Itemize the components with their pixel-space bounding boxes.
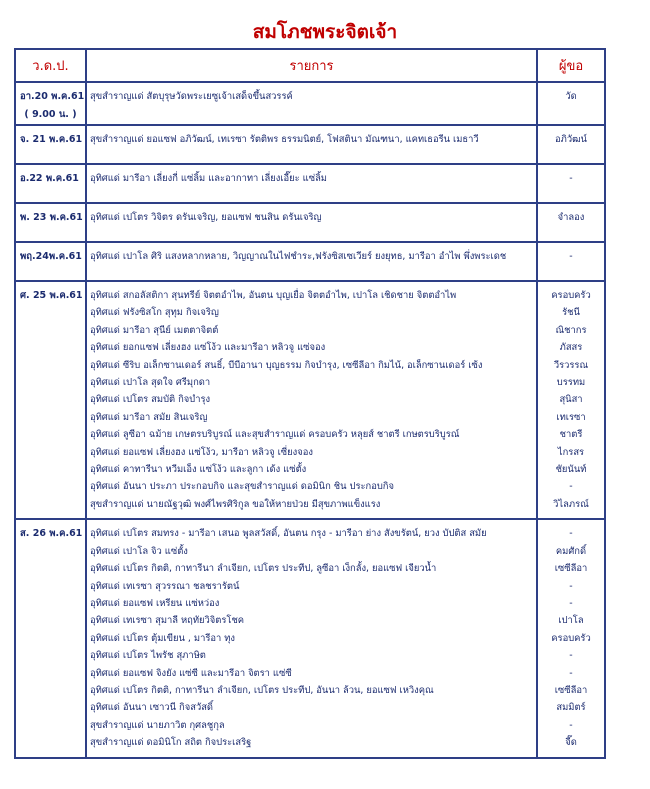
items-cell bbox=[86, 125, 537, 164]
requester-name: รัชนี bbox=[562, 307, 580, 319]
requester-name: - bbox=[569, 597, 573, 609]
requester-name: เทเรซา bbox=[556, 411, 586, 423]
requester-name: วีรวรรณ bbox=[553, 359, 589, 371]
header-requester: ผู้ขอ bbox=[537, 49, 605, 82]
header-items: รายการ bbox=[86, 49, 537, 82]
table-row bbox=[15, 281, 605, 519]
intention-item: อุทิศแด่ ยอแซฟ เลี่ยงฮง แซ่โง้ว, มารีอา หลิวจู เซี่ยงจอง bbox=[90, 446, 313, 458]
page-title: สมโภชพระจิตเจ้า bbox=[252, 21, 398, 43]
items-cell bbox=[86, 242, 537, 281]
requester-name: จี๊ด bbox=[565, 737, 577, 749]
date-cell bbox=[15, 164, 86, 203]
intention-item: อุทิศแด่ อันนา ประภา ประกอบกิจ และสุขสำราญแด่ ดอมินิก ชิน ประกอบกิจ bbox=[90, 481, 394, 493]
intention-item: อุทิศแด่ อันนา เซาวนี กิจสวัสดิ์ bbox=[90, 702, 214, 714]
intention-item: อุทิศแด่ เปโตร กิตติ, กาทารีนา ลำเจียก, เปโตร ประทีป, ลูซีอา เง็กลั้ง, ยอแซฟ เจียวน้ำ bbox=[90, 563, 437, 575]
requester-name: ณิชากร bbox=[555, 324, 587, 336]
requester-name: เซซีลีอา bbox=[554, 684, 588, 696]
requester-name: - bbox=[569, 719, 573, 731]
requester-cell bbox=[537, 164, 605, 203]
table-row bbox=[15, 203, 605, 242]
intention-item: อุทิศแด่ เปโตร ไพรัช สุภาษิต bbox=[90, 650, 206, 662]
intention-item: อุทิศแด่ มารีอา สมัย สินเจริญ bbox=[90, 411, 208, 423]
date-cell bbox=[15, 203, 86, 242]
table-row bbox=[15, 82, 605, 125]
requester-name: - bbox=[569, 650, 573, 662]
intention-item: อุทิศแด่ เปโตร กิตติ, กาทารีนา ลำเจียก, เปโตร ประทีป, อันนา ล้วน, ยอแซฟ เหวิงคุณ bbox=[90, 684, 434, 696]
requester-name: วิไลภรณ์ bbox=[553, 498, 589, 510]
intention-item: อุทิศแด่ เปโตร วิจิตร ดรันเจริญ, ยอแซฟ ชนสิน ดรันเจริญ bbox=[90, 212, 322, 223]
requester-name: - bbox=[569, 481, 573, 493]
intention-item: อุทิศแด่ ซีริบ อเล็กซานเดอร์ สนธิ์, บีบีอานา บุญธรรม กิจบำรุง, เซซีลีอา กิมไน้, อเล็กซานเดอร์ เซ้ง bbox=[90, 359, 483, 371]
requester-name: อภิวัฒน์ bbox=[555, 134, 587, 145]
requester-name: เซซีลีอา bbox=[554, 563, 588, 575]
date-label: ส. 26 พ.ค.61 bbox=[20, 528, 83, 540]
requester-name: จำลอง bbox=[557, 212, 585, 223]
table-row bbox=[15, 242, 605, 281]
date-label: อ.22 พ.ค.61 bbox=[20, 173, 79, 184]
intention-item: อุทิศแด่ เปโตร สมบัติ กิจบำรุง bbox=[90, 394, 211, 406]
requester-name: - bbox=[569, 580, 573, 592]
intention-item: สุขสำราญแด่ ยอแซฟ อภิวัฒน์, เทเรซา รัตติพร ธรรมนิตย์, โฟสตินา มัณฑนา, แคทเธอรีน เมธาวี bbox=[90, 134, 479, 145]
requester-name: - bbox=[569, 173, 573, 184]
date-label: พฤ.24พ.ค.61 bbox=[20, 251, 82, 262]
requester-cell bbox=[537, 519, 605, 757]
items-cell bbox=[86, 281, 537, 519]
requester-name: - bbox=[569, 528, 573, 540]
requester-name: วัด bbox=[565, 91, 577, 102]
requester-name: คมศักดิ์ bbox=[555, 545, 587, 557]
requester-cell bbox=[537, 82, 605, 125]
date-label: พ. 23 พ.ค.61 bbox=[20, 212, 83, 223]
date-cell bbox=[15, 519, 86, 757]
intention-item: อุทิศแด่ มารีอา เลี่ยงกี่ แซ่ลิ้ม และอากาทา เลี่ยงเอี๊ยะ แซ่ลิ้ม bbox=[90, 173, 327, 184]
intention-item: อุทิศแด่ มารีอา สุนีย์ เมตตาจิตต์ bbox=[90, 324, 219, 336]
requester-name: ชัยนันท์ bbox=[555, 464, 587, 476]
header-date: ว.ด.ป. bbox=[15, 49, 86, 82]
requester-name: เปาโล bbox=[558, 615, 584, 627]
table-row bbox=[15, 519, 605, 757]
intention-item: สุขสำราญแด่ นายภาวิต กุศลชูกุล bbox=[90, 719, 225, 731]
intention-item: อุทิศแด่ เทเรซา สุมาลี หฤทัยวิจิตรโชค bbox=[90, 615, 245, 627]
items-cell bbox=[86, 519, 537, 757]
intention-item: อุทิศแด่ เปาโล สุดใจ ศรีมุกดา bbox=[90, 377, 211, 389]
intention-item: อุทิศแด่ คาทารีนา หวีมเอ็ง แซ่โง้ว และลูกา เด้ง แซ่ตั้ง bbox=[90, 464, 307, 476]
requester-name: ครอบครัว bbox=[551, 632, 591, 644]
time-label: ( 9.00 น. ) bbox=[24, 109, 77, 120]
date-cell bbox=[15, 82, 86, 125]
intention-item: อุทิศแด่ สกอลัสติกา สุนทรีย์ จิตตอำไพ, อันตน บุญเยื่อ จิตตอำไพ, เปาโล เชิดชาย จิตตอำไพ bbox=[90, 290, 457, 301]
intention-item: อุทิศแด่ ยอแซฟ จิงยัง แซ่ซี และมารีอา จิตรา แซ่ซี bbox=[90, 667, 292, 679]
requester-cell bbox=[537, 125, 605, 164]
intention-item: อุทิศแด่ ยอแซฟ เหรียน แซ่หว่อง bbox=[90, 597, 220, 609]
requester-name: - bbox=[569, 667, 573, 679]
date-cell bbox=[15, 242, 86, 281]
items-cell bbox=[86, 203, 537, 242]
requester-name: บรรทม bbox=[556, 377, 586, 389]
mass-intention-table bbox=[14, 48, 606, 759]
requester-name: ภัสสร bbox=[559, 342, 583, 354]
date-label: อา.20 พ.ค.61 bbox=[20, 91, 85, 102]
intention-item: สุขสำราญแด่ นายณัฐวุฒิ พงศ์ไพรศิริกูล ขอให้หายป่วย มีสุขภาพแข็งแรง bbox=[90, 498, 381, 510]
intention-item: อุทิศแด่ ยอกแซฟ เลี่ยงฮง แซ่โง้ว และมารีอา หลิวจู แซ่จอง bbox=[90, 342, 326, 354]
requester-name: สมมิตร์ bbox=[556, 702, 586, 714]
date-label: ศ. 25 พ.ค.61 bbox=[20, 290, 83, 301]
intention-item: อุทิศแด่ เปโตร ตุ้มเขียน , มารีอา ทุง bbox=[90, 632, 236, 644]
table-row bbox=[15, 164, 605, 203]
table-header-row bbox=[15, 49, 605, 82]
requester-cell bbox=[537, 281, 605, 519]
items-cell bbox=[86, 164, 537, 203]
date-cell bbox=[15, 281, 86, 519]
intention-item: อุทิศแด่ ลูซีอา ฉม้าย เกษตรบริบูรณ์ และสุขสำราญแด่ ครอบครัว หลุยส์ ชาตรี เกษตรบริบูรณ์ bbox=[90, 429, 460, 441]
intention-item: อุทิศแด่ เทเรซา สุวรรณา ชลชรารัตน์ bbox=[90, 580, 240, 592]
requester-name: - bbox=[569, 251, 573, 262]
intention-item: สุขสำราญแด่ ดอมินิโก สถิต กิจประเสริฐ bbox=[90, 737, 252, 749]
requester-name: สุนิสา bbox=[559, 394, 583, 406]
requester-cell bbox=[537, 242, 605, 281]
items-cell bbox=[86, 82, 537, 125]
requester-name: ชาตรี bbox=[559, 429, 583, 441]
intention-item: อุทิศแด่ เปโตร สมทรง - มารีอา เสนอ พูลสวัสดิ์, อันตน กรุง - มารีอา ย่าง สังขรัตน์, ยวง บัปติส สมัย bbox=[90, 528, 487, 540]
date-cell bbox=[15, 125, 86, 164]
requester-name: ไกรสร bbox=[557, 446, 585, 458]
table-row bbox=[15, 125, 605, 164]
intention-item: สุขสำราญแด่ สัตบุรุษวัดพระเยซูเจ้าเสด็จขึ้นสวรรค์ bbox=[90, 91, 293, 102]
intention-item: อุทิศแด่ เปาโล จิว แซ่ตั้ง bbox=[90, 545, 188, 557]
requester-name: ครอบครัว bbox=[551, 290, 591, 301]
date-label: จ. 21 พ.ค.61 bbox=[20, 134, 83, 145]
requester-cell bbox=[537, 203, 605, 242]
intention-item: อุทิศแด่ ฟรังซิสโก สุทุม กิจเจริญ bbox=[90, 307, 219, 319]
intention-item: อุทิศแด่ เปาโล ศิริ แสงหลากหลาย, วิญญาณในไฟชำระ,ฟรังซิสเซเวียร์ ยงยุทธ, มารีอา อำไพ พึ่งพระเดช bbox=[90, 251, 507, 262]
